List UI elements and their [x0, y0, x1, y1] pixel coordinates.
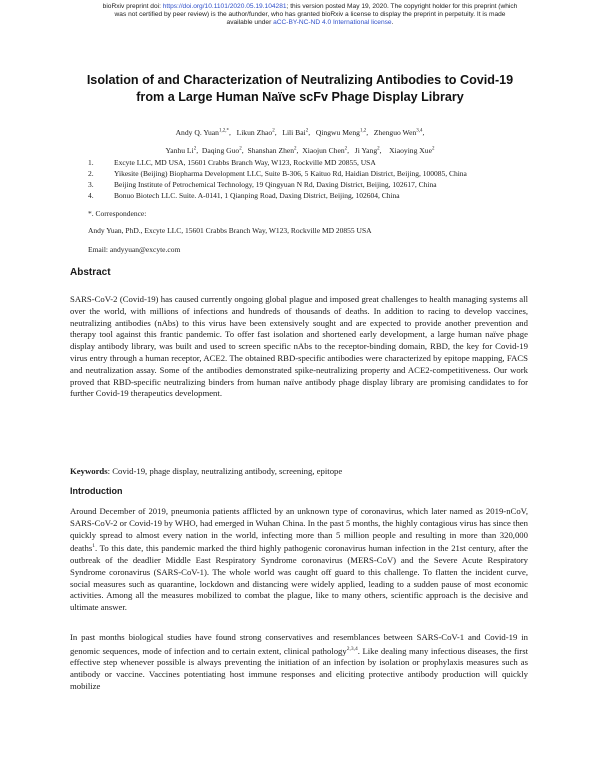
affiliation-item: 4. Bonuo Biotech LLC. Suite. A-0141, 1 Qianping Road, Daxing District, Beijing, 102604, China: [88, 191, 400, 200]
title-line-2: from a Large Human Naïve scFv Phage Display Library: [136, 90, 464, 104]
title-line-1: Isolation of and Characterization of Neutralizing Antibodies to Covid-19: [86, 73, 514, 87]
author: Zhenguo Wen$^{3,4}$,: [373, 127, 425, 137]
license-link[interactable]: aCC-BY-NC-ND 4.0 International license: [273, 19, 392, 26]
notice-line-2: was not certified by peer review) is the author/funder, who has granted bioRxiv a license to display the preprint in perpetuity. It is made: [114, 11, 506, 18]
doi-link[interactable]: https://doi.org/10.1101/2020.05.19.104281: [162, 3, 287, 10]
notice-line-1: bioRxiv preprint doi: https://doi.org/10.1101/2020.05.19.104281; this version posted May 19, 2020. The copyright holder for this preprint (which: [102, 3, 518, 10]
author: Qingwu Meng$^{1,2}$,: [315, 127, 372, 137]
author: Yanhu Li$^2$,: [165, 146, 200, 156]
paper-title: [60, 72, 540, 106]
affiliation-item: 3. Beijing Institute of Petrochemical Technology, 19 Qingyuan N Rd, Daxing District, Beijing, 102617, China: [88, 180, 437, 189]
author: Daqing Guo$^2$,: [201, 146, 246, 156]
introduction-heading: Introduction: [70, 486, 123, 496]
preprint-notice: [40, 3, 580, 27]
correspondence-label: *. Correspondence:: [88, 209, 147, 218]
abstract-heading: Abstract: [70, 267, 111, 278]
author: Likun Zhao$^2$,: [236, 127, 281, 137]
affiliation-item: 1. Excyte LLC, MD USA, 15601 Crabbs Branch Way, W123, Rockville MD 20855, USA: [88, 158, 376, 167]
author-line-1: [70, 122, 530, 141]
keywords-line: Keywords: Covid-19, phage display, neutralizing antibody, screening, epitope: [70, 466, 343, 476]
author: Andy Q. Yuan$^{1,2,*}$,: [175, 127, 235, 137]
intro-paragraph-2: In past months biological studies have found strong conservatives and resemblances between SARS-CoV-1 and Covid-19 in genomic sequences, mode of infection and to certain extent, clinical pathology$^{2,3,4}$. Like dealing many infectious diseases, the first effective step whenever possible is always preventing the initiation of an infection by isolation or prophylaxis measures such as antibody or vaccine. Vaccines potentiating host immune responses and eliciting protective antibody production will quickly mobilize: [70, 632, 528, 692]
author: Xiaoying Xue$^2$: [389, 146, 435, 156]
author: Xiaojun Chen$^2$,: [302, 146, 353, 156]
notice-line-3: available under aCC-BY-NC-ND 4.0 International license.: [226, 19, 394, 26]
author: Lili Bai$^2$,: [282, 127, 314, 137]
author: Shanshan Zhen$^2$,: [247, 146, 301, 156]
intro-paragraph-1: Around December of 2019, pneumonia patients afflicted by an unknown type of coronavirus, which later named as 2019-nCoV, SARS-CoV-2 or Covid-19 by WHO, had emerged in Wuhan China. In the past 5 months, the highly contagious virus has since then quickly spread to almost every nation in the world, infecting more than 5 million people and resulting in more than 320,000 deaths$^1$. To this date, this pandemic marked the third highly pathogenic coronavirus human infection in the 21st century, after the outbreak of the deadlier Middle East Respiratory Syndrome coronavirus (MERS-CoV) and the Severe Acute Respiratory Syndrome coronavirus (SARS-CoV-1). The whole world was caught off guard to this challenge. To flatten the incident curve, social measures such as quarantine, lockdown and distancing were widely applied, leading to a sudden pause of most economic activities. Among all the measures mobilized to combat the plague, like to many others, scientific approach is the decisive and ultimate answer.: [70, 506, 528, 613]
author: Ji Yang$^2$,: [354, 146, 388, 156]
affiliation-list: [88, 157, 558, 201]
correspondence-address: Andy Yuan, PhD., Excyte LLC, 15601 Crabbs Branch Way, W123, Rockville MD 20855 USA: [88, 226, 372, 235]
author-list: [70, 122, 530, 159]
affiliation-item: 2. Yikesite (Beijing) Biopharma Development LLC, Suite B-306, 5 Kaituo Rd, Haidian District, Beijing, 100085, China: [88, 169, 467, 178]
abstract-text: SARS-CoV-2 (Covid-19) has caused currently ongoing global plague and imposed great challenges to health managing systems all over the world, with millions of infections and hundreds of thousands of deaths. In addition to racing to develop vaccines, neutralizing antibodies (nAbs) to this virus have been extensively sought and are expected to provide another prevention and therapy tool against this frantic pandemic. To offer fast isolation and shortened early development, a large human naïve phage display antibody library, was built and used to screen specific nAbs to the receptor-binding domain, RBD, the key for Covid-19 virus entry through a human receptor, ACE2. The obtained RBD-specific antibodies were characterized by epitope mapping, FACS and neutralization assay. Some of the antibodies demonstrated spike-neutralizing property and ACE2-competitiveness. Our work proved that RBD-specific neutralizing binders from human naïve antibody phage display library are promising candidates to for further Covid-19 therapeutics development.: [70, 294, 528, 399]
correspondence-email: Email: andyyuan@excyte.com: [88, 245, 181, 254]
